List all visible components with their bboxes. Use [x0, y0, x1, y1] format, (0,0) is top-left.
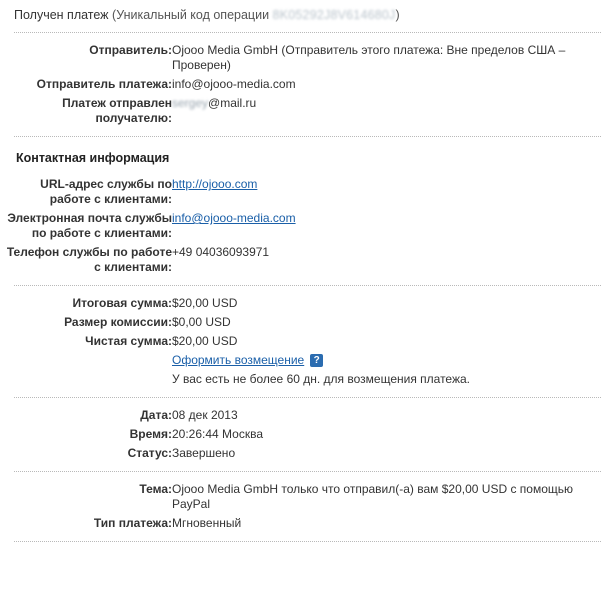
date-label: Дата:: [140, 408, 172, 422]
issue-refund-link[interactable]: Оформить возмещение: [172, 353, 305, 367]
page-title: [0, 0, 611, 28]
fee-amount-value: $0,00 USD: [172, 315, 231, 329]
sender-email-label: Отправитель платежа:: [36, 77, 172, 91]
payer-section: [0, 37, 611, 132]
status-value: Завершено: [172, 446, 236, 460]
recipient-email-blurred: sergey: [172, 96, 209, 110]
recipient-value: [172, 94, 611, 128]
sender-email-value: info@ojooo-media.com: [172, 77, 296, 91]
gross-amount-label: Итоговая сумма:: [72, 296, 172, 310]
divider: [14, 471, 601, 472]
net-amount-value: $20,00 USD: [172, 334, 238, 348]
table-row: [0, 425, 611, 444]
table-row: [0, 41, 611, 75]
divider: [14, 541, 601, 542]
page-title-prefix: Получен платеж: [14, 8, 109, 22]
subject-label: Тема:: [139, 482, 172, 496]
divider: [14, 397, 601, 398]
payment-type-label: Тип платежа:: [93, 516, 172, 530]
table-row: [0, 243, 611, 277]
contact-section: [0, 171, 611, 281]
table-row: [0, 175, 611, 209]
help-icon[interactable]: ?: [310, 354, 323, 367]
time-value: 20:26:44 Москва: [172, 427, 264, 441]
datetime-section: [0, 402, 611, 467]
subject-section: [0, 476, 611, 537]
customer-service-url-label: URL-адрес службы по работе с клиентами:: [40, 177, 172, 206]
divider: [14, 285, 601, 286]
refund-note-spacer: [0, 370, 172, 389]
table-row: [0, 406, 611, 425]
table-row: [0, 370, 611, 389]
table-row: [0, 294, 611, 313]
time-label: Время:: [129, 427, 172, 441]
net-amount-label: Чистая сумма:: [85, 334, 172, 348]
sender-label: Отправитель:: [89, 43, 172, 57]
operation-code-paren: ): [395, 8, 400, 22]
table-row: [0, 313, 611, 332]
operation-code-label: (Уникальный код операции: [112, 8, 270, 22]
table-row: [0, 514, 611, 533]
contact-section-heading: Контактная информация: [16, 151, 170, 165]
divider: [14, 32, 601, 33]
recipient-label: Платеж отправлен получателю:: [62, 96, 172, 125]
table-row: [0, 351, 611, 370]
date-value: 08 дек 2013: [172, 408, 238, 422]
subject-value: Ojooo Media GmbH только что отправил(-а) вам $20,00 USD с помощью PayPal: [172, 482, 574, 511]
status-label: Статус:: [127, 446, 172, 460]
customer-service-phone-label: Телефон службы по работе с клиентами:: [6, 245, 172, 274]
divider: [14, 136, 601, 137]
refund-note: У вас есть не более 60 дн. для возмещения платежа.: [172, 372, 471, 386]
refund-cell: [172, 351, 611, 370]
table-row: [0, 332, 611, 351]
customer-service-email-link[interactable]: info@ojooo-media.com: [172, 211, 296, 225]
sender-value: Ojooo Media GmbH (Отправитель этого платежа: Вне пределов США – Проверен): [172, 43, 566, 72]
table-row: [0, 480, 611, 514]
amount-section: [0, 290, 611, 393]
customer-service-email-label: Электронная почта службы по работе с клиентами:: [7, 211, 172, 240]
operation-code-value: 8K05292J8V614680J: [272, 8, 396, 22]
customer-service-url-value: [172, 175, 611, 209]
refund-spacer: [0, 351, 172, 370]
table-row: [0, 444, 611, 463]
recipient-email-domain: @mail.ru: [208, 96, 257, 110]
fee-amount-label: Размер комиссии:: [64, 315, 172, 329]
table-row: [0, 75, 611, 94]
gross-amount-value: $20,00 USD: [172, 296, 238, 310]
customer-service-email-value: [172, 209, 611, 243]
customer-service-phone-value: +49 04036093971: [172, 245, 270, 259]
table-row: [0, 209, 611, 243]
table-row: [0, 94, 611, 128]
customer-service-url-link[interactable]: http://ojooo.com: [172, 177, 258, 191]
payment-type-value: Мгновенный: [172, 516, 242, 530]
